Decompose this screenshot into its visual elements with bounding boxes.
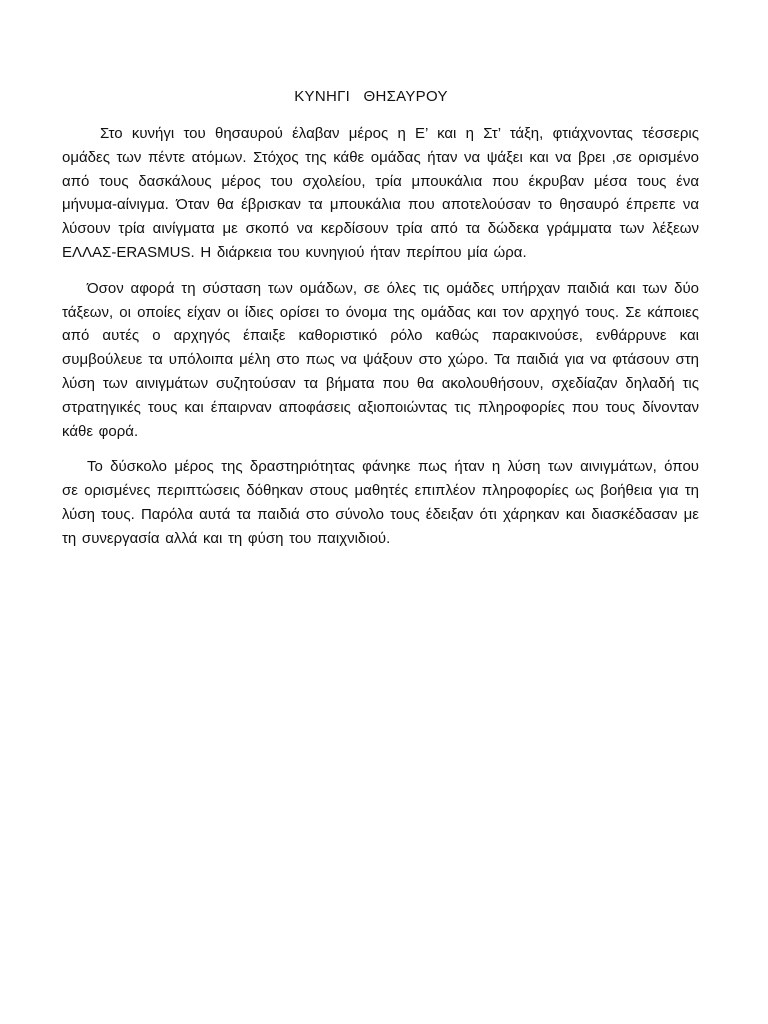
document-body — [62, 122, 699, 563]
paragraph-2: Όσον αφορά τη σύσταση των ομάδων, σε όλες τις ομάδες υπήρχαν παιδιά και των δύο τάξεων, οι οποίες είχαν οι ίδιες ορίσει το όνομα της ομάδας και τον αρχηγό τους. Σε κάποιες από αυτές ο αρχηγός έπαιξε καθοριστικό ρόλο καθώς παρακινούσε, ενθάρρυνε και συμβούλευε τα υπόλοιπα μέλη στο πως να ψάξουν στο χώρο. Τα παιδιά για να φτάσουν στη λύση των αινιγμάτων συζητούσαν τα βήματα που θα ακολουθήσουν, σχεδίαζαν δηλαδή τις στρατηγικές τους και έπαιρναν αποφάσεις αξιοποιώντας τις πληροφορίες που τους δίνονταν κάθε φορά. — [62, 279, 699, 440]
paragraph-1: Στο κυνήγι του θησαυρού έλαβαν μέρος η Ε’ και η Στ’ τάξη, φτιάχνοντας τέσσερις ομάδες των πέντε ατόμων. Στόχος της κάθε ομάδας ήταν να ψάξει και να βρει ,σε ορισμένο από τους δασκάλους μέρος του σχολείου, τρία μπουκάλια που έκρυβαν μέσα τους ένα μήνυμα-αίνιγμα. Όταν θα έβρισκαν τα μπουκάλια που αποτελούσαν το θησαυρό έπρεπε να λύσουν τρία αινίγματα με σκοπό να κερδίσουν τρία από τα δώδεκα γράμματα των λέξεων ΕΛΛΑΣ-ERASMUS. Η διάρκεια του κυνηγιού ήταν περίπου μία ώρα. — [62, 125, 699, 261]
paragraph-3: Το δύσκολο μέρος της δραστηριότητας φάνηκε πως ήταν η λύση των αινιγμάτων, όπου σε ορισμένες περιπτώσεις δόθηκαν στους μαθητές επιπλέον πληροφορίες ως βοήθεια για τη λύση τους. Παρόλα αυτά τα παιδιά στο σύνολο τους έδειξαν ότι χάρηκαν και διασκέδασαν με τη συνεργασία αλλά και τη φύση του παιχνιδιού. — [62, 458, 699, 547]
document-title: ΚΥΝΗΓΙ ΘΗΣΑΥΡΟΥ — [294, 88, 448, 105]
